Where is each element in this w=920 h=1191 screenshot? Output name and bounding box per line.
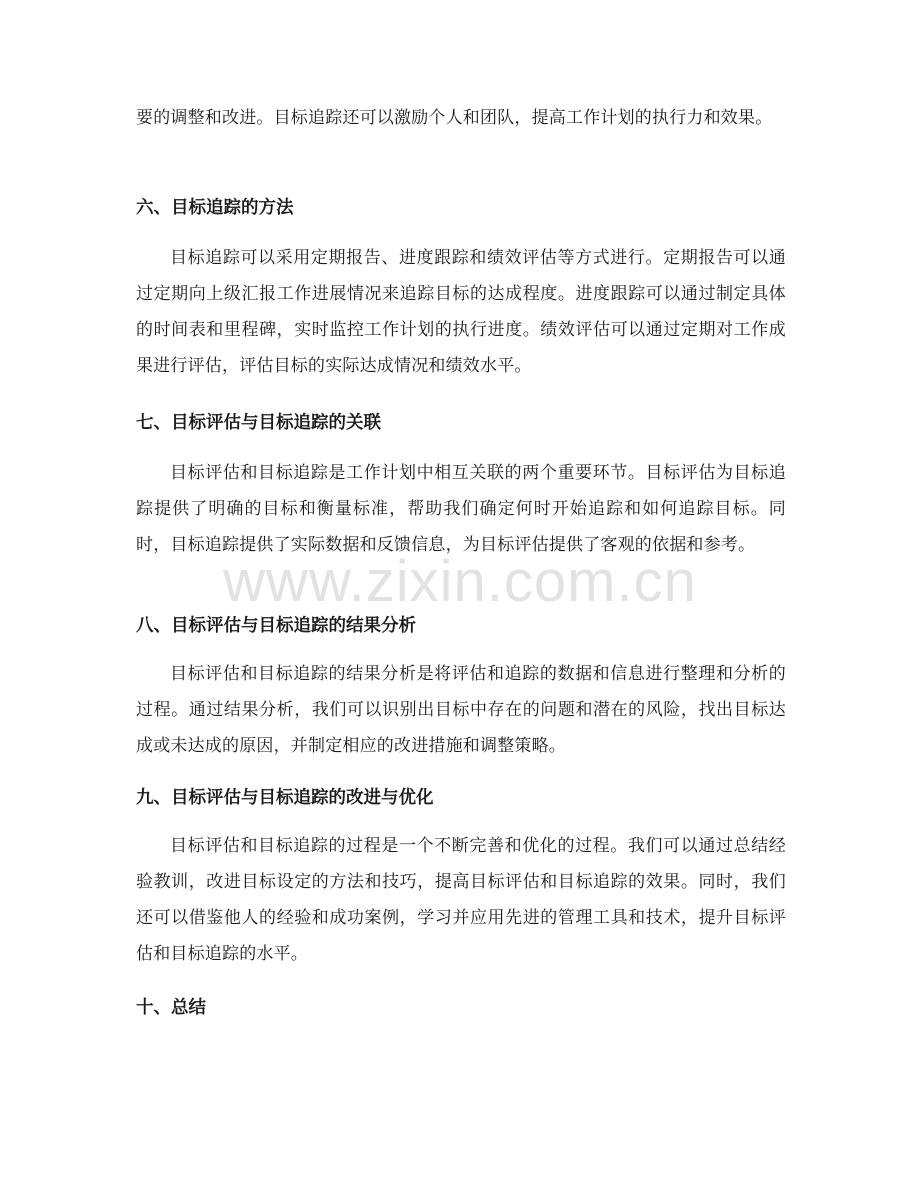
section-heading-9: 九、目标评估与目标追踪的改进与优化 [136, 788, 434, 808]
section-body-6: 目标追踪可以采用定期报告、进度跟踪和绩效评估等方式进行。定期报告可以通过定期向上级汇报工作进展情况来追踪目标的达成程度。进度跟踪可以通过制定具体的时间表和里程碑，实时监控工作计划的执行进度。绩效评估可以通过定期对工作成果进行评估，评估目标的实际达成情况和绩效水平。 [136, 248, 786, 376]
section-heading-10: 十、总结 [136, 998, 206, 1018]
section-heading-8: 八、目标评估与目标追踪的结果分析 [136, 616, 416, 636]
section-body-7: 目标评估和目标追踪是工作计划中相互关联的两个重要环节。目标评估为目标追踪提供了明确的目标和衡量标准，帮助我们确定何时开始追踪和如何追踪目标。同时，目标追踪提供了实际数据和反馈信息，为目标评估提供了客观的依据和参考。 [136, 463, 786, 555]
intro-tail-paragraph: 要的调整和改进。目标追踪还可以激励个人和团队，提高工作计划的执行力和效果。 [136, 108, 773, 128]
section-body-8: 目标评估和目标追踪的结果分析是将评估和追踪的数据和信息进行整理和分析的过程。通过结果分析，我们可以识别出目标中存在的问题和潜在的风险，找出目标达成或未达成的原因，并制定相应的改进措施和调整策略。 [136, 664, 786, 756]
watermark-text: www.zixin.com.cn [223, 549, 697, 614]
section-heading-7: 七、目标评估与目标追踪的关联 [136, 413, 381, 433]
section-body-9: 目标评估和目标追踪的过程是一个不断完善和优化的过程。我们可以通过总结经验教训，改进目标设定的方法和技巧，提高目标评估和目标追踪的效果。同时，我们还可以借鉴他人的经验和成功案例，学习并应用先进的管理工具和技术，提升目标评估和目标追踪的水平。 [136, 836, 786, 964]
section-heading-6: 六、目标追踪的方法 [136, 198, 294, 218]
